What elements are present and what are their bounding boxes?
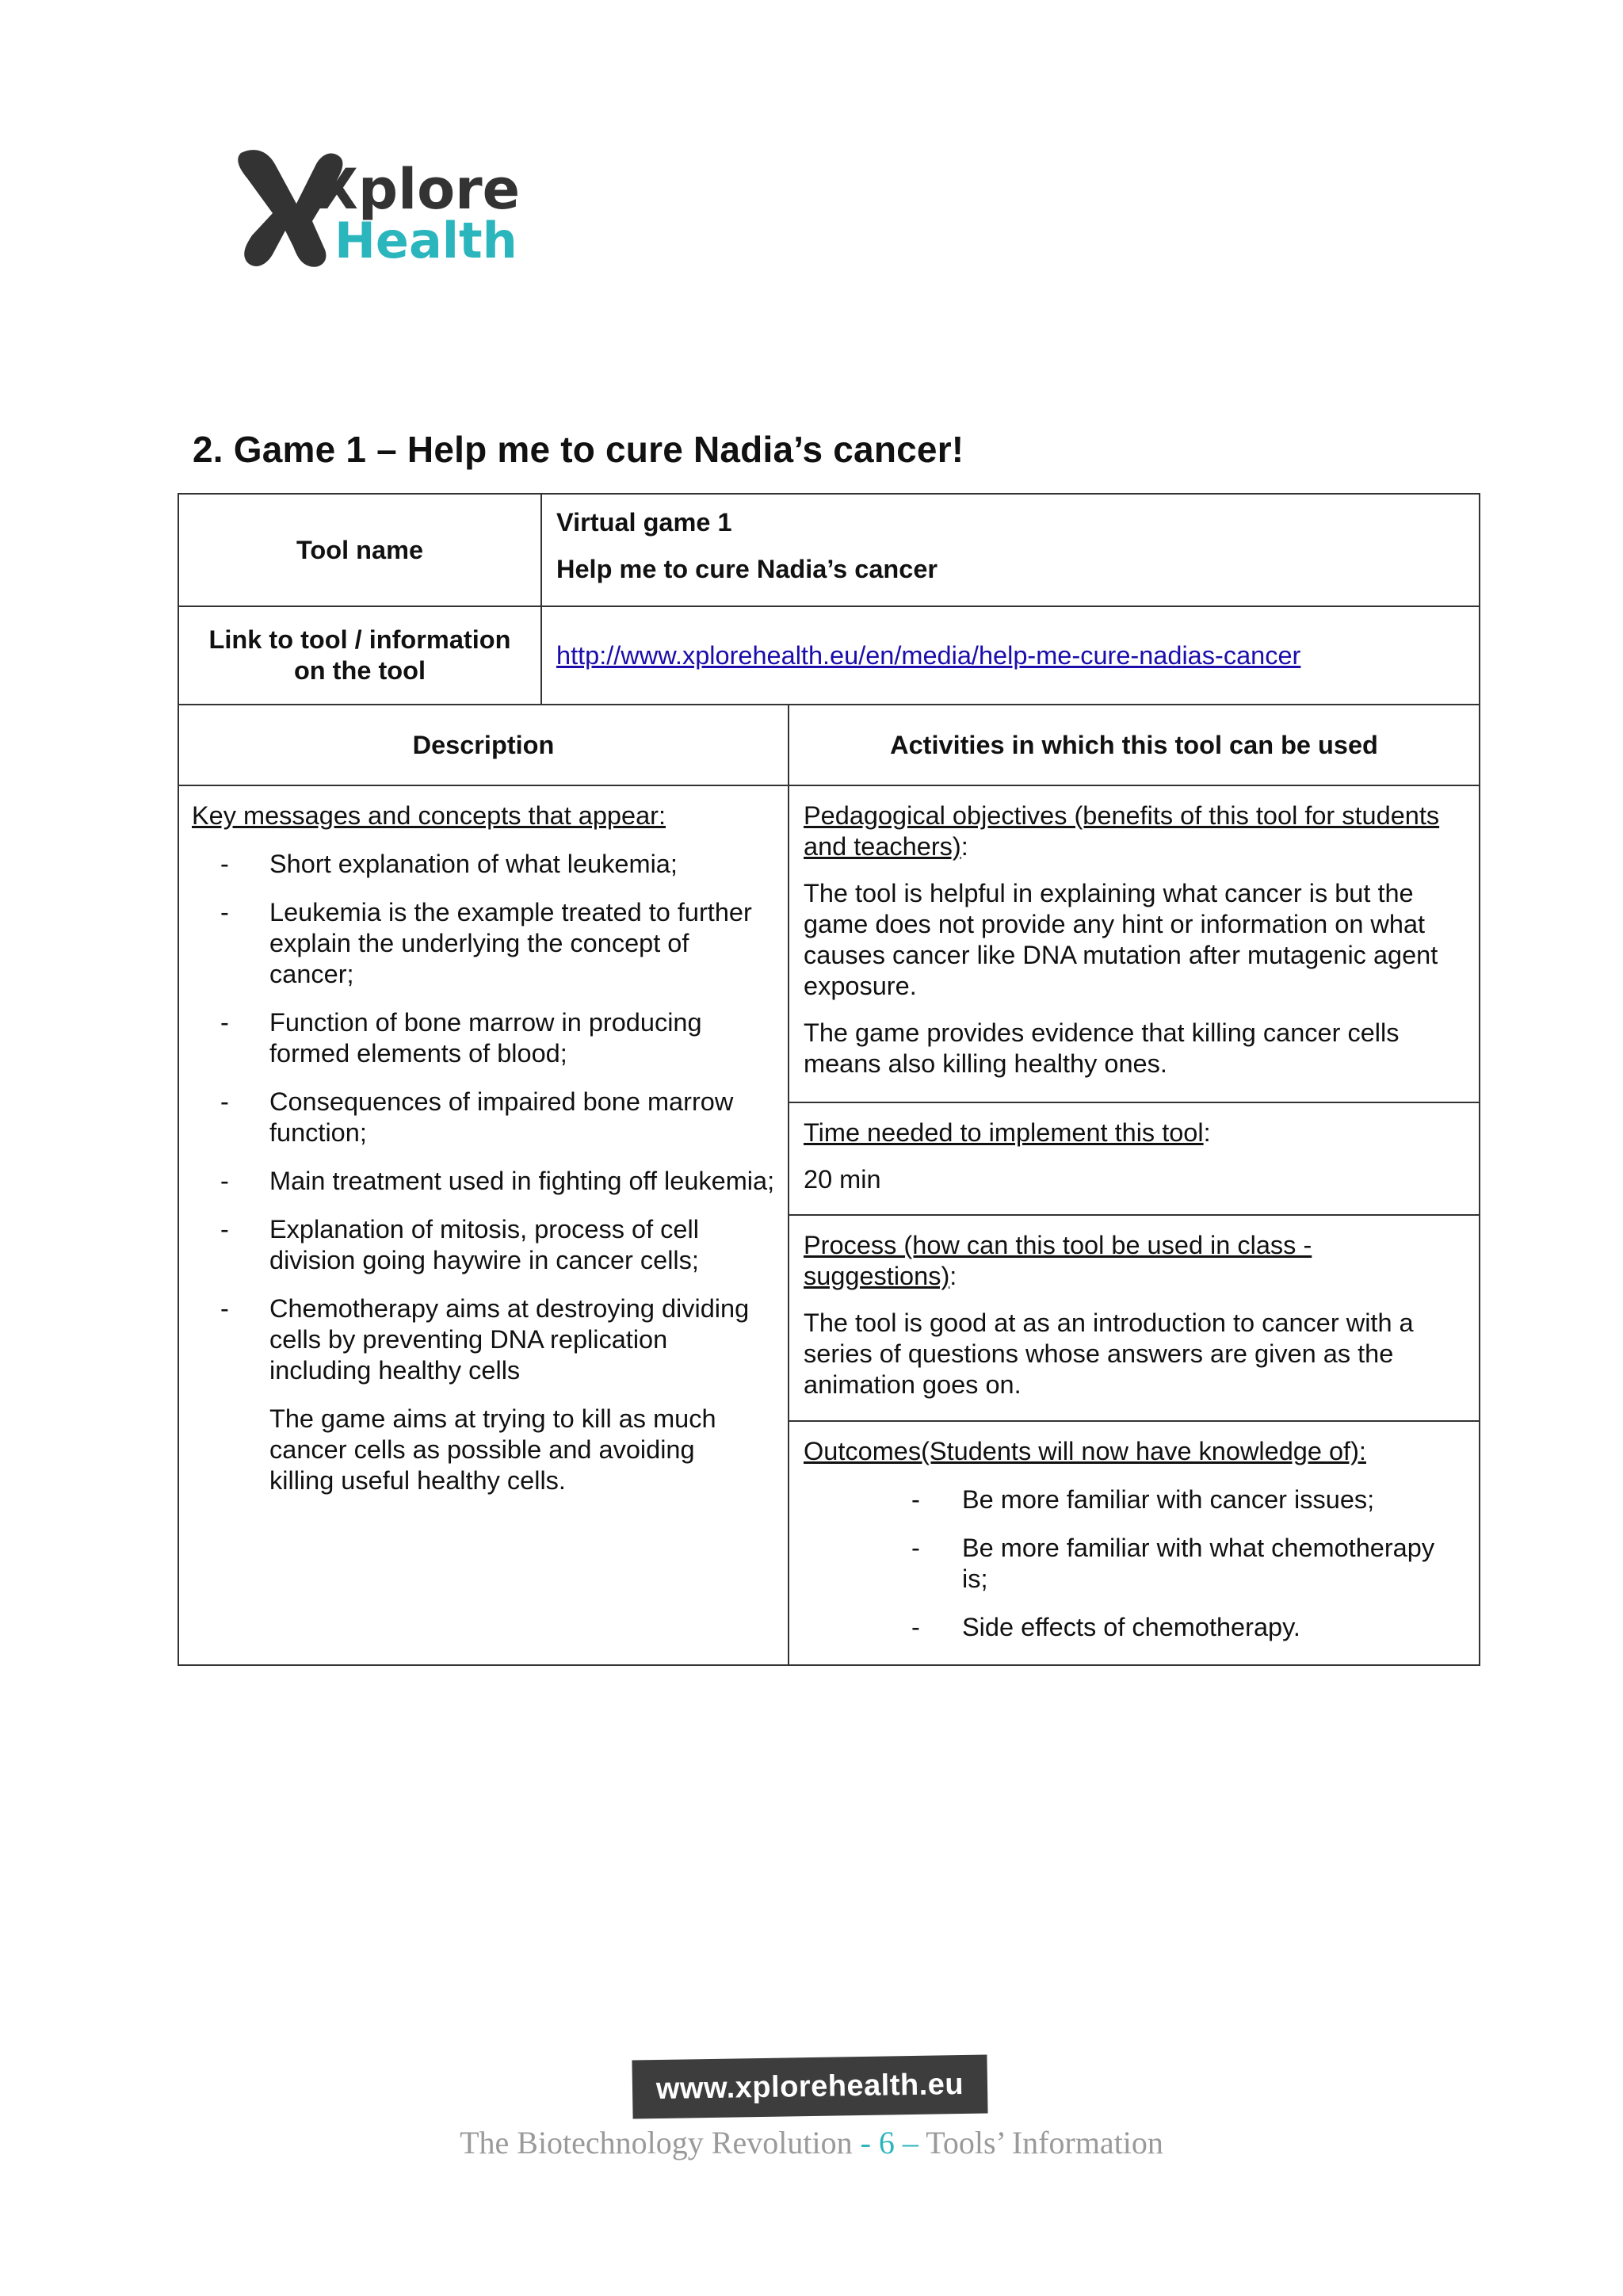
link-label-line1: Link to tool / information	[208, 625, 511, 654]
section-header-row	[178, 705, 1480, 785]
list-item: - Consequences of impaired bone marrow function;	[192, 1087, 775, 1148]
pedagogical-title: Pedagogical objectives (benefits of this tool for students and teachers)	[804, 801, 1440, 861]
link-cell	[541, 606, 1480, 705]
xplore-health-logo	[230, 139, 531, 273]
outcomes-title: Outcomes(Students will now have knowledge of):	[804, 1437, 1366, 1465]
link-label-line2: on the tool	[293, 656, 426, 685]
website-badge[interactable]	[632, 2054, 987, 2118]
list-item: - Be more familiar with cancer issues;	[804, 1484, 1465, 1515]
content-row	[178, 785, 1480, 1665]
section-heading: 2. Game 1 – Help me to cure Nadia’s cancer!	[193, 429, 964, 470]
list-item: - Chemotherapy aims at destroying dividing cells by preventing DNA replication including healthy cells	[192, 1293, 775, 1386]
logo-word-health: Health	[334, 212, 517, 269]
time-section	[789, 1102, 1479, 1214]
website-badge-text: www.xplorehealth.eu	[655, 2067, 964, 2106]
footer-section: Tools’ Information	[926, 2125, 1163, 2160]
outcomes-section	[789, 1420, 1479, 1643]
pedagogical-p2: The game provides evidence that killing cancer cells means also killing healthy ones.	[804, 1018, 1400, 1078]
tool-link[interactable]: http://www.xplorehealth.eu/en/media/help-me-cure-nadias-cancer	[556, 640, 1301, 670]
footer-title: The Biotechnology Revolution	[460, 2125, 853, 2160]
process-text: The tool is good at as an introduction to cancer with a series of questions whose answers are given as the animation goes on.	[804, 1308, 1414, 1399]
tool-name-line1: Virtual game 1	[556, 508, 732, 537]
footer-sep2: –	[902, 2125, 918, 2160]
key-messages-title: Key messages and concepts that appear:	[192, 801, 666, 830]
tool-name-row	[178, 494, 1480, 606]
list-item: - Main treatment used in fighting off leukemia;	[192, 1166, 775, 1197]
description-header: Description	[178, 705, 789, 785]
time-value: 20 min	[804, 1165, 881, 1194]
key-messages-list	[192, 849, 775, 1386]
outcomes-list	[804, 1484, 1465, 1643]
footer-sep1: -	[860, 2125, 871, 2160]
list-item: - Leukemia is the example treated to further explain the underlying the concept of cancer;	[192, 897, 775, 990]
list-item: - Short explanation of what leukemia;	[192, 849, 775, 880]
list-item: - Side effects of chemotherapy.	[804, 1612, 1465, 1643]
process-heading: Process (how can this tool be used in class - suggestions):	[804, 1231, 1312, 1290]
pedagogical-p1: The tool is helpful in explaining what cancer is but the game does not provide any hint or information on what causes cancer like DNA mutation after mutagenic agent exposure.	[804, 879, 1438, 1000]
game-aim-text: The game aims at trying to kill as much cancer cells as possible and avoiding killing useful healthy cells.	[269, 1404, 716, 1495]
pedagogical-section	[789, 786, 1479, 1102]
list-item: - Be more familiar with what chemotherapy is;	[804, 1533, 1465, 1595]
page-number: 6	[878, 2125, 895, 2160]
link-row	[178, 606, 1480, 705]
activities-header: Activities in which this tool can be used	[789, 705, 1480, 785]
tool-name-label: Tool name	[178, 494, 541, 606]
pedagogical-heading: Pedagogical objectives (benefits of this tool for students and teachers):	[804, 801, 1440, 861]
activities-cell	[789, 785, 1480, 1665]
tool-name-line2: Help me to cure Nadia’s cancer	[556, 555, 938, 583]
page-footer	[0, 2124, 1623, 2161]
list-item: - Function of bone marrow in producing formed elements of blood;	[192, 1007, 775, 1069]
time-heading: Time needed to implement this tool:	[804, 1118, 1211, 1147]
tool-info-table	[178, 493, 1480, 1666]
tool-name-cell	[541, 494, 1480, 606]
process-section	[789, 1214, 1479, 1420]
list-item: - Explanation of mitosis, process of cell division going haywire in cancer cells;	[192, 1214, 775, 1276]
link-label	[178, 606, 541, 705]
time-title: Time needed to implement this tool	[804, 1118, 1204, 1147]
description-cell	[178, 785, 789, 1665]
process-title: Process (how can this tool be used in class - suggestions)	[804, 1231, 1312, 1290]
logo-word-xplore: Xplore	[315, 157, 521, 222]
